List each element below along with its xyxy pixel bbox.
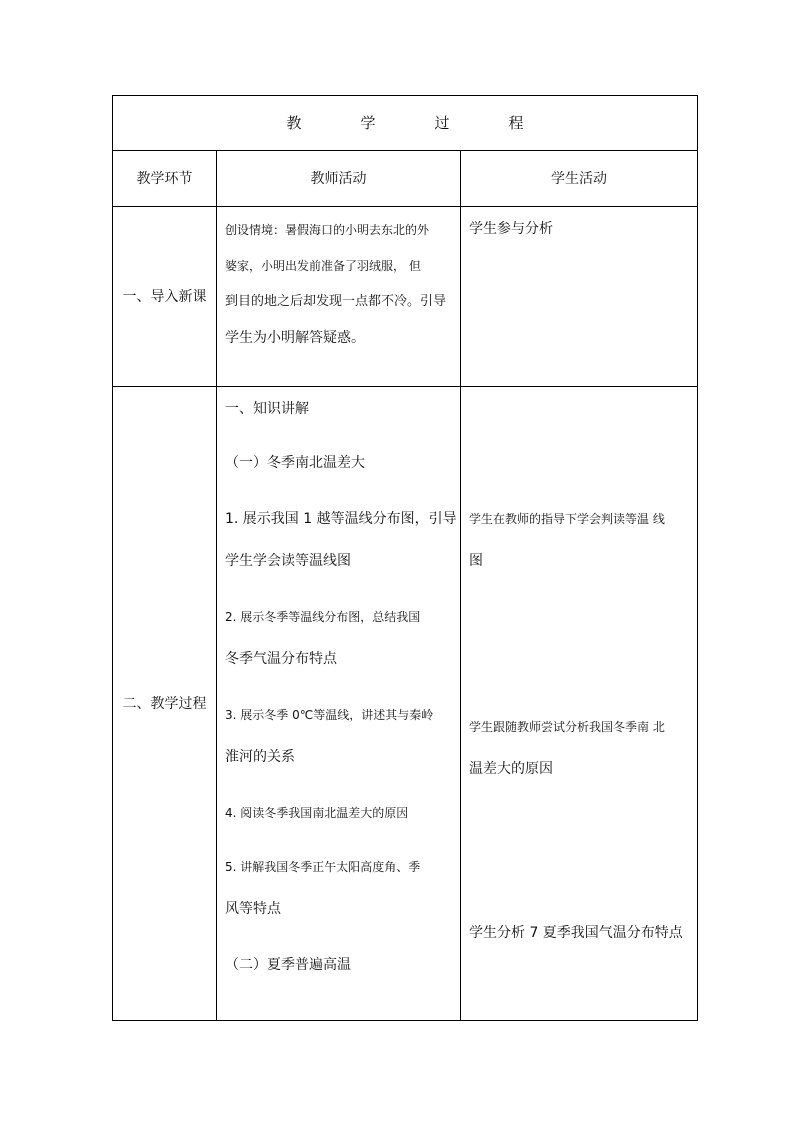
- teacher-line: 冬季气温分布特点: [225, 651, 337, 667]
- teacher-line: （一）冬季南北温差大: [225, 455, 365, 471]
- lesson-process-table: [112, 95, 698, 1021]
- title-char: 程: [508, 114, 524, 132]
- teacher-line: 到目的地之后却发现一点都不冷。引导: [225, 294, 447, 309]
- header-stage: 教学环节: [113, 151, 217, 207]
- table-row-process: [113, 387, 698, 1021]
- student-line: 图: [469, 553, 483, 569]
- student-line: 学生参与分析: [469, 221, 553, 237]
- teacher-line: 4. 阅读冬季我国南北温差大的原因: [225, 806, 409, 820]
- teacher-line: 3. 展示冬季 0℃等温线，讲述其与秦岭: [225, 708, 434, 722]
- title-char: 过: [434, 114, 450, 132]
- teacher-line: 风等特点: [225, 901, 281, 917]
- student-intro-cell: [461, 207, 698, 387]
- title-char: 学: [360, 114, 376, 132]
- stage-process: 二、教学过程: [113, 387, 217, 1021]
- student-line: 学生分析 7 夏季我国气温分布特点: [469, 925, 683, 941]
- title-char: 教: [286, 114, 302, 132]
- teacher-line: 5. 讲解我国冬季正午太阳高度角、季: [225, 860, 421, 874]
- teacher-intro-cell: [217, 207, 461, 387]
- teacher-line: 婆家，小明出发前准备了羽绒服， 但: [225, 259, 421, 273]
- student-process-cell: [461, 387, 698, 1021]
- student-line: 学生在教师的指导下学会判读等温 线: [469, 512, 665, 526]
- teacher-process-cell: [217, 387, 461, 1021]
- teacher-line: 一、知识讲解: [225, 401, 309, 417]
- student-line: 温差大的原因: [469, 761, 553, 777]
- header-row: [113, 151, 698, 207]
- stage-intro: 一、导入新课: [113, 207, 217, 387]
- teacher-line: （二）夏季普遍高温: [225, 957, 351, 973]
- teacher-line: 学生为小明解答疑惑。: [225, 330, 365, 346]
- teacher-line: 1. 展示我国 1 越等温线分布图，引导: [225, 511, 457, 527]
- teacher-line: 学生学会读等温线图: [225, 553, 351, 569]
- teacher-line: 创设情境：暑假海口的小明去东北的外: [225, 223, 430, 237]
- student-line: 学生跟随教师尝试分析我国冬季南 北: [469, 720, 665, 734]
- table-title: [113, 96, 698, 151]
- header-teacher: 教师活动: [217, 151, 461, 207]
- teacher-line: 2. 展示冬季等温线分布图，总结我国: [225, 610, 421, 624]
- table-row-intro: [113, 207, 698, 387]
- header-student: 学生活动: [461, 151, 698, 207]
- title-row: [113, 96, 698, 151]
- teacher-line: 淮河的关系: [225, 749, 295, 765]
